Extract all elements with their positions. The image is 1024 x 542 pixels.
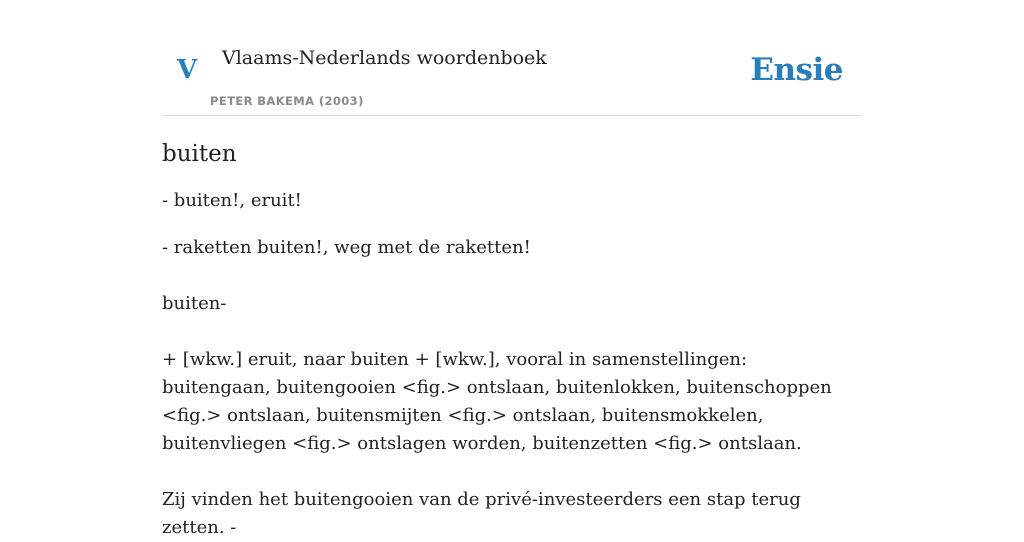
page-header (162, 0, 862, 116)
entry-content (162, 136, 862, 542)
entry-line: - buiten!, eruit! (162, 190, 302, 211)
entry-subheading: buiten- (162, 293, 227, 314)
dictionary-author: PETER BAKEMA (2003) (210, 94, 364, 108)
entry-headword: buiten (162, 141, 237, 167)
entry-definition: + [wkw.] eruit, naar buiten + [wkw.], vooral in samenstellingen: buitengaan, buitengooien <fig.> ontslaan, buitenlokken, buitenschoppen <fig.> ontslaan, buitensmijten <fig.> ontslaan, buitensmokkelen, buitenvliegen <fig.> ontslagen worden, buitenzetten <fig.> ontslaan. (162, 349, 832, 454)
dictionary-title[interactable]: Vlaams-Nederlands woordenboek (222, 47, 547, 69)
entry-line: - raketten buiten!, weg met de raketten! (162, 237, 531, 258)
entry-example: Zij vinden het buitengooien van de privé-investeerders een stap terug zetten. - (162, 489, 801, 538)
brand-logo[interactable]: Ensie (750, 52, 843, 88)
dictionary-logo[interactable]: V (177, 55, 198, 85)
